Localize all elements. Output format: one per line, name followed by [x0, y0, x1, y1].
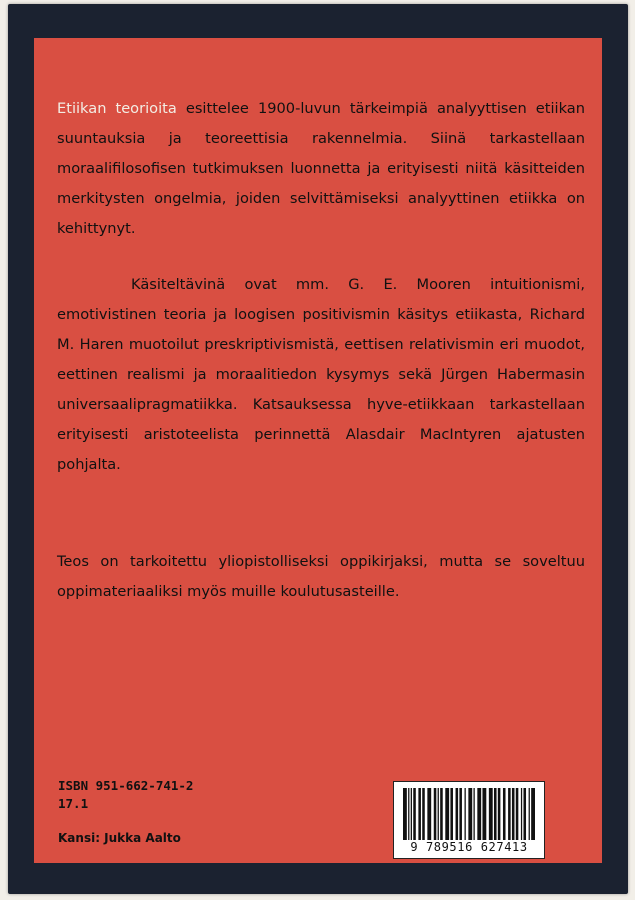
barcode-bar [473, 788, 474, 840]
book-title: Etiikan teorioita [57, 100, 177, 117]
cover-credit: Kansi: Jukka Aalto [58, 831, 181, 845]
barcode-bar [450, 788, 453, 840]
paragraph-1-text: esittelee 1900-luvun tärkeimpiä analyyttisen etiikan suuntauksia ja teoreettisia rakennelmia. Siinä tarkastellaan moraalifilosofisen tutkimuksen luonnetta ja erityisesti niitä käsitteiden merkitysten ongelmia, joiden selvittämiseksi analyyttinen etiikka on kehittynyt. [57, 100, 585, 237]
barcode-bar [498, 788, 501, 840]
barcode-bar [512, 788, 515, 840]
barcode-bar [459, 788, 462, 840]
barcode-bar [413, 788, 416, 840]
barcode-bar [482, 788, 486, 840]
barcode-bar [523, 788, 526, 840]
barcode-bar [468, 788, 472, 840]
barcode-bar [422, 788, 425, 840]
barcode-bar [503, 788, 506, 840]
barcode-bar [440, 788, 443, 840]
barcode-bar [418, 788, 421, 840]
classification-code: 17.1 [58, 796, 89, 811]
barcode-bar [477, 788, 481, 840]
barcode-number: 9 789516 627413 [410, 840, 528, 854]
barcode-bar [531, 788, 535, 840]
description-paragraph-3: Teos on tarkoitettu yliopistolliseksi oppikirjaksi, mutta se soveltuu oppimateriaaliksi myös muille koulutusasteille. [57, 553, 585, 600]
description-paragraph-1 [57, 94, 585, 244]
barcode-bar [489, 788, 493, 840]
barcode-bar [465, 788, 466, 840]
isbn-text: ISBN 951-662-741-2 [58, 778, 194, 793]
barcode-bar [434, 788, 437, 840]
description-paragraph-2: Käsiteltävinä ovat mm. G. E. Mooren intuitionismi, emotivistinen teoria ja loogisen positivismin käsitys etiikasta, Richard M. Haren muotoilut preskriptivismistä, eettisen relativismin eri muodot, eettinen realismi ja moraalitiedon kysymys sekä Jürgen Habermasin universaalipragmatiikka. Katsauksessa hyve-etiikkaan tarkastellaan erityisesti aristoteelista perinnettä Alasdair MacIntyren ajatusten pohjalta. [57, 276, 585, 473]
barcode-bar [529, 788, 530, 840]
barcode-bar [427, 788, 431, 840]
barcode-bar [516, 788, 519, 840]
barcode-bar [403, 788, 407, 840]
barcode-bar [411, 788, 412, 840]
barcode-bar [494, 788, 497, 840]
barcode [393, 781, 545, 859]
barcode-bars [403, 788, 535, 840]
barcode-bar [445, 788, 449, 840]
barcode-bar [508, 788, 511, 840]
barcode-bar [408, 788, 409, 840]
barcode-bar [456, 788, 459, 840]
barcode-bar [438, 788, 439, 840]
barcode-bar [521, 788, 522, 840]
